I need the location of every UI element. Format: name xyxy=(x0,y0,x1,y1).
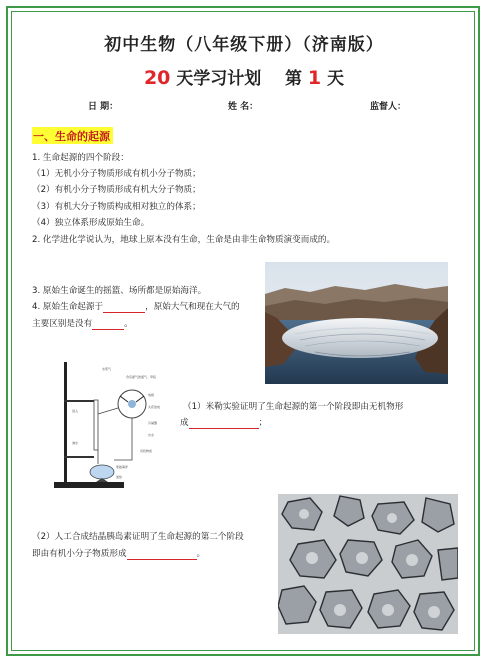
point-4 xyxy=(32,302,240,313)
blank-origin[interactable] xyxy=(103,312,145,313)
question-2-line-2 xyxy=(32,549,205,560)
study-plan-heading xyxy=(0,64,488,89)
point-1: 1. 生命起源的四个阶段： xyxy=(32,153,129,163)
label-heat: 加热 xyxy=(116,475,123,479)
stage-4: （4）独立体系形成原始生命。 xyxy=(32,218,150,228)
label-outlet: 出水 xyxy=(148,433,155,437)
label-products: 有机物质 xyxy=(140,449,153,453)
blank-miller-answer[interactable] xyxy=(189,428,259,429)
stage-3: （3）有机大分子物质构成相对独立的体系； xyxy=(32,202,201,212)
stage-1: （1）无机小分子物质形成有机小分子物质； xyxy=(32,169,201,179)
plan-days-text: 天学习计划 第 xyxy=(170,69,308,89)
blank-insulin-answer[interactable] xyxy=(127,559,197,560)
label-electrodes: 电极 xyxy=(148,393,155,397)
miller-experiment-apparatus xyxy=(50,360,170,490)
label-boiling: 沸水 xyxy=(72,441,79,445)
point-4-text-d: 。 xyxy=(124,319,133,329)
point-2: 2. 化学进化学说认为，地球上原本没有生命，生命是由非生命物质演变而成的。 xyxy=(32,235,336,245)
supervisor-label: 监督人： xyxy=(370,102,407,112)
label-inlet: 进入 xyxy=(72,409,79,413)
document-title: 初中生物（八年级下册）（济南版） xyxy=(104,35,384,55)
point-3: 3. 原始生命诞生的摇篮、场所都是原始海洋。 xyxy=(32,286,207,296)
day-suffix: 天 xyxy=(321,69,345,89)
date-label: 日 期： xyxy=(88,102,119,112)
label-gases: 含有氨气的氢气、甲烷 xyxy=(126,375,157,379)
stage-2: （2）有机小分子物质形成有机大分子物质； xyxy=(32,185,201,195)
question-1-text-c: ； xyxy=(258,418,268,428)
question-2-text-b: 即由有机小分子物质形成 xyxy=(32,549,127,559)
label-water-vapor: 水蒸气 xyxy=(102,367,112,371)
question-1-text-b: 成 xyxy=(180,418,189,428)
label-condenser: 冷凝器 xyxy=(148,421,158,425)
label-spark: 火花放电 xyxy=(148,405,161,409)
question-2-text-c: 。 xyxy=(196,549,206,559)
question-2-line-1: （2）人工合成结晶胰岛素证明了生命起源的第二个阶段 xyxy=(32,532,244,542)
glacier-photo xyxy=(265,262,448,384)
point-4-text-a: 4. 原始生命起源于 xyxy=(32,302,104,312)
point-4-text-c: 主要区别是没有 xyxy=(32,319,93,329)
label-seawater: 原始海洋 xyxy=(116,465,129,469)
name-label: 姓 名： xyxy=(228,102,259,112)
question-1-line-1: （1）米勒实验证明了生命起源的第一个阶段即由无机物形 xyxy=(183,402,404,412)
section-heading: 一、生命的起源 xyxy=(32,127,113,144)
blank-atmosphere-difference[interactable] xyxy=(92,329,124,330)
plan-days-number: 20 xyxy=(143,67,171,89)
point-4-text-b: ，原始大气和现在大气的 xyxy=(145,302,240,312)
point-4-continued xyxy=(32,319,133,330)
day-number: 1 xyxy=(307,67,322,89)
question-1-line-2 xyxy=(180,418,267,429)
insulin-crystals-photo xyxy=(278,494,458,634)
